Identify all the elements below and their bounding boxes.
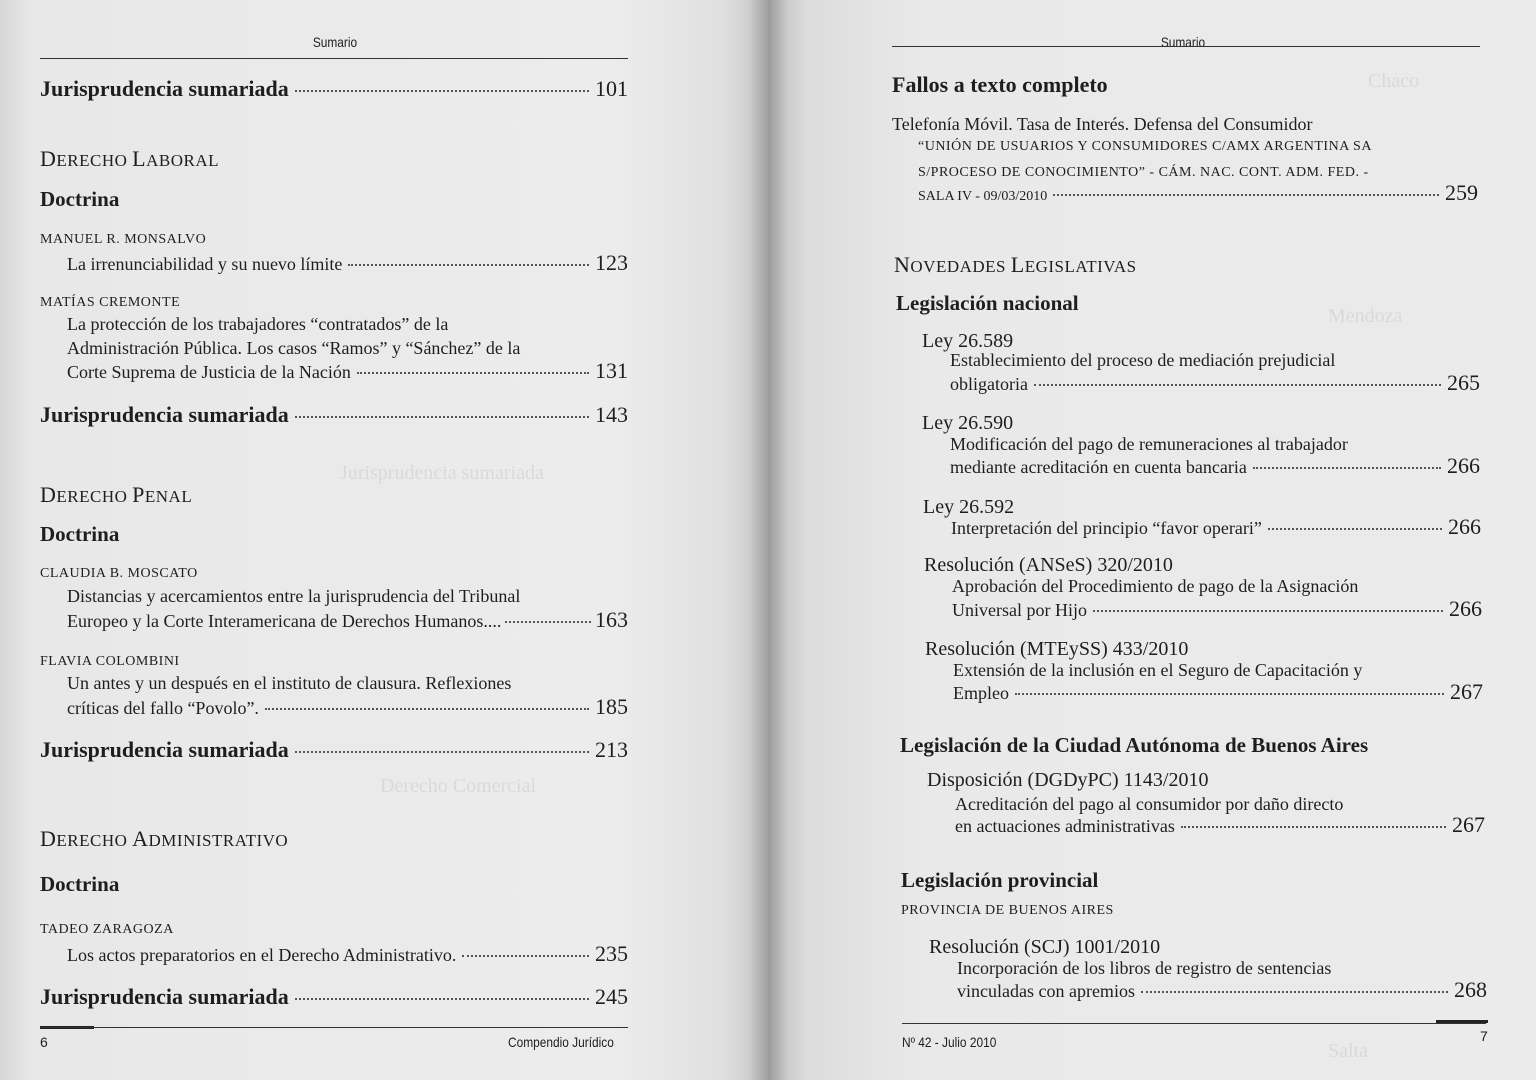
leader-dots: [1015, 693, 1444, 695]
bleed-through-text: Chaco: [1368, 70, 1420, 92]
footer-rule-accent: [1436, 1020, 1488, 1023]
subsection-heading: Doctrina: [40, 872, 120, 896]
footer-publication-title: Compendio Jurídico: [508, 1034, 614, 1050]
law-title: Resolución (SCJ) 1001/2010: [929, 936, 1161, 958]
page-number: 131: [595, 358, 628, 383]
toc-entry[interactable]: Corte Suprema de Justicia de la Nación 131: [67, 358, 628, 383]
entry-title-line: Administración Pública. Los casos “Ramos” y “Sánchez” de la: [67, 338, 521, 358]
leader-dots: [1181, 826, 1446, 828]
toc-entry[interactable]: Los actos preparatorios en el Derecho Administrativo. 235: [67, 941, 628, 966]
subsection-heading: Fallos a texto completo: [892, 72, 1108, 97]
right-page: [768, 0, 1536, 1080]
leader-dots: [1268, 528, 1442, 530]
book-spine-shadow: [748, 0, 788, 1080]
section-heading: DERECHO ADMINISTRATIVO: [40, 826, 289, 851]
bleed-through-text: Mendoza: [1328, 305, 1403, 327]
footer-page-number: 7: [1480, 1028, 1488, 1044]
toc-entry[interactable]: vinculadas con apremios 268: [957, 977, 1487, 1002]
entry-title-line: Modificación del pago de remuneraciones al trabajador: [950, 434, 1348, 454]
entry-title-line: Distancias y acercamientos entre la jurisprudencia del Tribunal: [67, 586, 521, 606]
entry-title-line: Establecimiento del proceso de mediación prejudicial: [950, 350, 1336, 370]
section-heading: DERECHO PENAL: [40, 482, 193, 507]
page-number: 245: [595, 984, 628, 1009]
law-title: Ley 26.590: [922, 412, 1014, 434]
toc-entry[interactable]: La irrenunciabilidad y su nuevo límite 123: [67, 250, 628, 275]
subsection-heading: Legislación nacional: [896, 291, 1079, 315]
toc-entry[interactable]: mediante acreditación en cuenta bancaria 266: [950, 453, 1480, 478]
leader-dots: [357, 372, 589, 374]
toc-entry[interactable]: Jurisprudencia sumariada 245: [40, 984, 628, 1009]
subsection-heading: Doctrina: [40, 522, 120, 546]
law-title: Resolución (ANSeS) 320/2010: [924, 554, 1173, 576]
leader-dots: [295, 90, 589, 92]
case-name: S/PROCESO DE CONOCIMIENTO” - CÁM. NAC. CONT. ADM. FED. -: [918, 165, 1369, 180]
leader-dots: [1034, 384, 1441, 386]
subsection-heading: Legislación de la Ciudad Autónoma de Buenos Aires: [900, 733, 1369, 757]
author-name: TADEO ZARAGOZA: [40, 922, 174, 937]
toc-entry[interactable]: Empleo 267: [953, 679, 1483, 704]
page-number: 265: [1447, 370, 1480, 395]
page-number: 123: [595, 250, 628, 275]
page-number: 266: [1448, 514, 1481, 539]
leader-dots: [295, 416, 589, 418]
entry-title-line: Telefonía Móvil. Tasa de Interés. Defensa del Consumidor: [892, 114, 1313, 134]
toc-entry[interactable]: SALA IV - 09/03/2010 259: [918, 180, 1478, 205]
toc-entry[interactable]: Interpretación del principio “favor operari” 266: [951, 514, 1481, 539]
entry-title-line: Incorporación de los libros de registro de sentencias: [957, 958, 1332, 978]
toc-entry[interactable]: obligatoria 265: [950, 370, 1480, 395]
page-number: 101: [595, 76, 628, 101]
leader-dots: [462, 955, 589, 957]
toc-entry[interactable]: críticas del fallo “Povolo”. 185: [67, 694, 628, 719]
page-number: 266: [1449, 596, 1482, 621]
leader-dots: [1253, 467, 1441, 469]
footer-rule: [902, 1023, 1486, 1024]
province-name: PROVINCIA DE BUENOS AIRES: [901, 903, 1114, 918]
header-rule: [40, 58, 628, 59]
page-number: 267: [1450, 679, 1483, 704]
toc-entry[interactable]: en actuaciones administrativas 267: [955, 812, 1485, 837]
page-number: 213: [595, 737, 628, 762]
footer-rule: [40, 1027, 628, 1028]
leader-dots: [1053, 194, 1439, 196]
toc-entry[interactable]: Jurisprudencia sumariada 213: [40, 737, 628, 762]
entry-title-line: Acreditación del pago al consumidor por daño directo: [955, 794, 1344, 814]
entry-title-line: Aprobación del Procedimiento de pago de la Asignación: [952, 576, 1359, 596]
author-name: MATÍAS CREMONTE: [40, 295, 181, 310]
entry-title: Jurisprudencia sumariada: [40, 76, 289, 101]
section-heading: DERECHO LABORAL: [40, 146, 219, 171]
bleed-through-text: Salta: [1328, 1040, 1368, 1062]
header-rule: [892, 46, 1480, 47]
law-title: Disposición (DGDyPC) 1143/2010: [927, 769, 1209, 791]
law-title: Resolución (MTEySS) 433/2010: [925, 638, 1189, 660]
toc-entry[interactable]: [40, 76, 628, 102]
leader-dots: [265, 708, 589, 710]
entry-title-line: La protección de los trabajadores “contratados” de la: [67, 314, 449, 334]
page-number: 143: [595, 402, 628, 427]
case-name: “UNIÓN DE USUARIOS Y CONSUMIDORES C/AMX ARGENTINA SA: [918, 139, 1372, 154]
running-header: Sumario: [1160, 34, 1206, 50]
section-heading: NOVEDADES LEGISLATIVAS: [894, 252, 1137, 277]
entry-title-line: Un antes y un después en el instituto de clausura. Reflexiones: [67, 673, 512, 693]
page-number: 235: [595, 941, 628, 966]
leader-dots: [1093, 610, 1443, 612]
leader-dots: [295, 751, 589, 753]
toc-entry[interactable]: Universal por Hijo 266: [952, 596, 1482, 621]
law-title: Ley 26.592: [923, 496, 1015, 518]
page-number: 259: [1445, 180, 1478, 205]
page-number: 268: [1454, 977, 1487, 1002]
leader-dots: [295, 998, 589, 1000]
leader-dots: [348, 264, 589, 266]
entry-title-line: Extensión de la inclusión en el Seguro de Capacitación y: [953, 660, 1363, 680]
subsection-heading: Legislación provincial: [901, 868, 1099, 892]
footer-page-number: 6: [40, 1034, 48, 1050]
page-number: 267: [1452, 812, 1485, 837]
page-number: 163: [595, 607, 628, 632]
bleed-through-text: Jurisprudencia sumariada: [340, 462, 544, 484]
page-number: 266: [1447, 453, 1480, 478]
bleed-through-text: Derecho Comercial: [380, 775, 537, 797]
leader-dots: [1141, 991, 1448, 993]
page-number: 185: [595, 694, 628, 719]
author-name: CLAUDIA B. MOSCATO: [40, 566, 198, 581]
author-name: MANUEL R. MONSALVO: [40, 232, 207, 247]
leader-dots: [505, 621, 591, 623]
toc-entry[interactable]: Jurisprudencia sumariada 143: [40, 402, 628, 427]
footer-issue: Nº 42 - Julio 2010: [902, 1034, 997, 1050]
toc-entry[interactable]: Europeo y la Corte Interamericana de Derechos Humanos.... 163: [67, 607, 628, 632]
law-title: Ley 26.589: [922, 330, 1014, 352]
running-header: Sumario: [312, 34, 358, 50]
subsection-heading: Doctrina: [40, 187, 120, 211]
author-name: FLAVIA COLOMBINI: [40, 654, 180, 669]
